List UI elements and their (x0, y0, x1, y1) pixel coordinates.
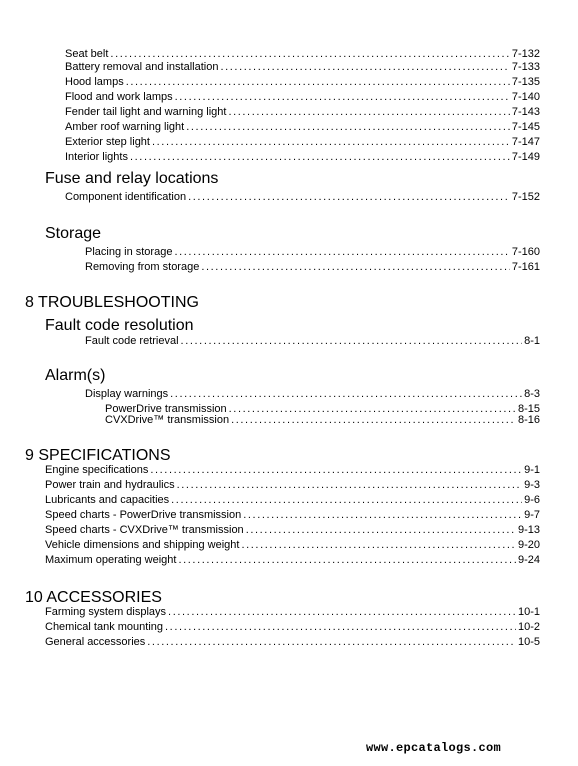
toc-entry[interactable] (85, 246, 540, 259)
toc-entry[interactable] (65, 191, 540, 204)
toc-entry-title: Hood lamps (65, 76, 124, 88)
leader-dots (231, 414, 516, 427)
toc-entry-page: 9-20 (517, 539, 540, 551)
toc-entry[interactable] (45, 554, 540, 567)
leader-dots (150, 464, 522, 477)
toc-entry-title: Flood and work lamps (65, 91, 173, 103)
toc-entry-title: Component identification (65, 191, 187, 203)
toc-entry-page: 7-145 (511, 121, 540, 133)
leader-dots (243, 509, 522, 522)
toc-entry[interactable] (65, 136, 540, 149)
chapter-heading-9: 9 SPECIFICATIONS (25, 447, 171, 464)
leader-dots (170, 388, 522, 401)
leader-dots (126, 76, 510, 89)
leader-dots (246, 524, 516, 537)
toc-entry-page: 7-143 (511, 106, 540, 118)
leader-dots (110, 48, 509, 61)
toc-entry-title: Engine specifications (45, 464, 149, 476)
toc-entry-page: 9-13 (517, 524, 540, 536)
toc-entry[interactable] (45, 621, 540, 634)
toc-entry-title: Lubricants and capacities (45, 494, 170, 506)
toc-entry-title: PowerDrive transmission (105, 403, 227, 415)
leader-dots (178, 554, 516, 567)
leader-dots (201, 261, 510, 274)
toc-entry-title: General accessories (45, 636, 146, 648)
toc-entry-title: Display warnings (85, 388, 169, 400)
leader-dots (188, 191, 510, 204)
leader-dots (171, 494, 522, 507)
toc-entry-page: 10-5 (517, 636, 540, 648)
toc-entry-title: Speed charts - CVXDrive™ transmission (45, 524, 244, 536)
toc-entry-title: Battery removal and installation (65, 61, 219, 73)
toc-entry-title: Amber roof warning light (65, 121, 185, 133)
toc-entry-page: 9-6 (524, 494, 540, 506)
footer-watermark: www.epcatalogs.com (366, 741, 502, 755)
toc-entry-page: 7-152 (511, 191, 540, 203)
toc-entry-page: 9-24 (517, 554, 540, 566)
toc-entry-page: 8-15 (517, 403, 540, 415)
toc-entry-page: 7-135 (511, 76, 540, 88)
toc-entry-page: 9-3 (524, 479, 540, 491)
toc-entry-title: Speed charts - PowerDrive transmission (45, 509, 242, 521)
toc-entry[interactable] (45, 606, 540, 619)
toc-entry-title: Fault code retrieval (85, 335, 179, 347)
toc-entry-page: 7-147 (511, 136, 540, 148)
toc-entry-page: 9-1 (524, 464, 540, 476)
toc-entry-page: 7-133 (511, 61, 540, 73)
leader-dots (228, 106, 509, 119)
toc-entry[interactable] (45, 524, 540, 537)
toc-entry-title: CVXDrive™ transmission (105, 414, 230, 426)
toc-entry-title: Exterior step light (65, 136, 150, 148)
toc-entry[interactable] (65, 151, 540, 164)
toc-entry-title: Removing from storage (85, 261, 200, 273)
toc-entry-page: 7-149 (511, 151, 540, 163)
chapter-heading-8: 8 TROUBLESHOOTING (25, 294, 199, 311)
toc-entry[interactable] (85, 335, 540, 348)
toc-entry[interactable] (65, 76, 540, 89)
toc-entry-page: 9-7 (524, 509, 540, 521)
toc-entry-page: 7-132 (511, 48, 540, 60)
leader-dots (174, 246, 509, 259)
toc-entry[interactable] (65, 106, 540, 119)
toc-entry[interactable] (65, 48, 540, 61)
leader-dots (220, 61, 509, 74)
toc-entry-title: Chemical tank mounting (45, 621, 164, 633)
toc-entry-title: Fender tail light and warning light (65, 106, 227, 118)
section-heading-alarm: Alarm(s) (45, 367, 106, 384)
toc-entry[interactable] (45, 479, 540, 492)
toc-entry-page: 8-1 (524, 335, 540, 347)
toc-entry-title: Maximum operating weight (45, 554, 177, 566)
leader-dots (168, 606, 516, 619)
toc-entry-title: Interior lights (65, 151, 128, 163)
toc-entry-title: Placing in storage (85, 246, 173, 258)
leader-dots (165, 621, 516, 634)
section-heading-fuse: Fuse and relay locations (45, 170, 219, 187)
toc-entry-page: 7-140 (511, 91, 540, 103)
toc-entry-title: Power train and hydraulics (45, 479, 175, 491)
leader-dots (177, 479, 522, 492)
toc-entry[interactable] (105, 414, 540, 427)
toc-entry-page: 7-160 (511, 246, 540, 258)
toc-entry-page: 10-1 (517, 606, 540, 618)
toc-entry[interactable] (45, 494, 540, 507)
toc-entry[interactable] (65, 91, 540, 104)
leader-dots (152, 136, 510, 149)
toc-entry[interactable] (65, 61, 540, 74)
toc-entry[interactable] (85, 388, 540, 401)
leader-dots (175, 91, 510, 104)
toc-entry[interactable] (85, 261, 540, 274)
leader-dots (130, 151, 510, 164)
toc-entry-page: 8-16 (517, 414, 540, 426)
leader-dots (181, 335, 523, 348)
toc-entry-title: Vehicle dimensions and shipping weight (45, 539, 240, 551)
toc-entry-title: Seat belt (65, 48, 109, 60)
toc-entry[interactable] (45, 636, 540, 649)
toc-entry[interactable] (45, 539, 540, 552)
section-heading-fault: Fault code resolution (45, 317, 194, 334)
leader-dots (186, 121, 510, 134)
toc-entry-title: Farming system displays (45, 606, 167, 618)
toc-entry-page: 7-161 (511, 261, 540, 273)
leader-dots (147, 636, 516, 649)
toc-entry-page: 8-3 (524, 388, 540, 400)
toc-entry[interactable] (65, 121, 540, 134)
section-heading-storage: Storage (45, 225, 102, 242)
chapter-heading-10: 10 ACCESSORIES (25, 589, 162, 606)
leader-dots (241, 539, 516, 552)
toc-entry[interactable] (45, 464, 540, 477)
toc-entry-page: 10-2 (517, 621, 540, 633)
toc-entry[interactable] (45, 509, 540, 522)
